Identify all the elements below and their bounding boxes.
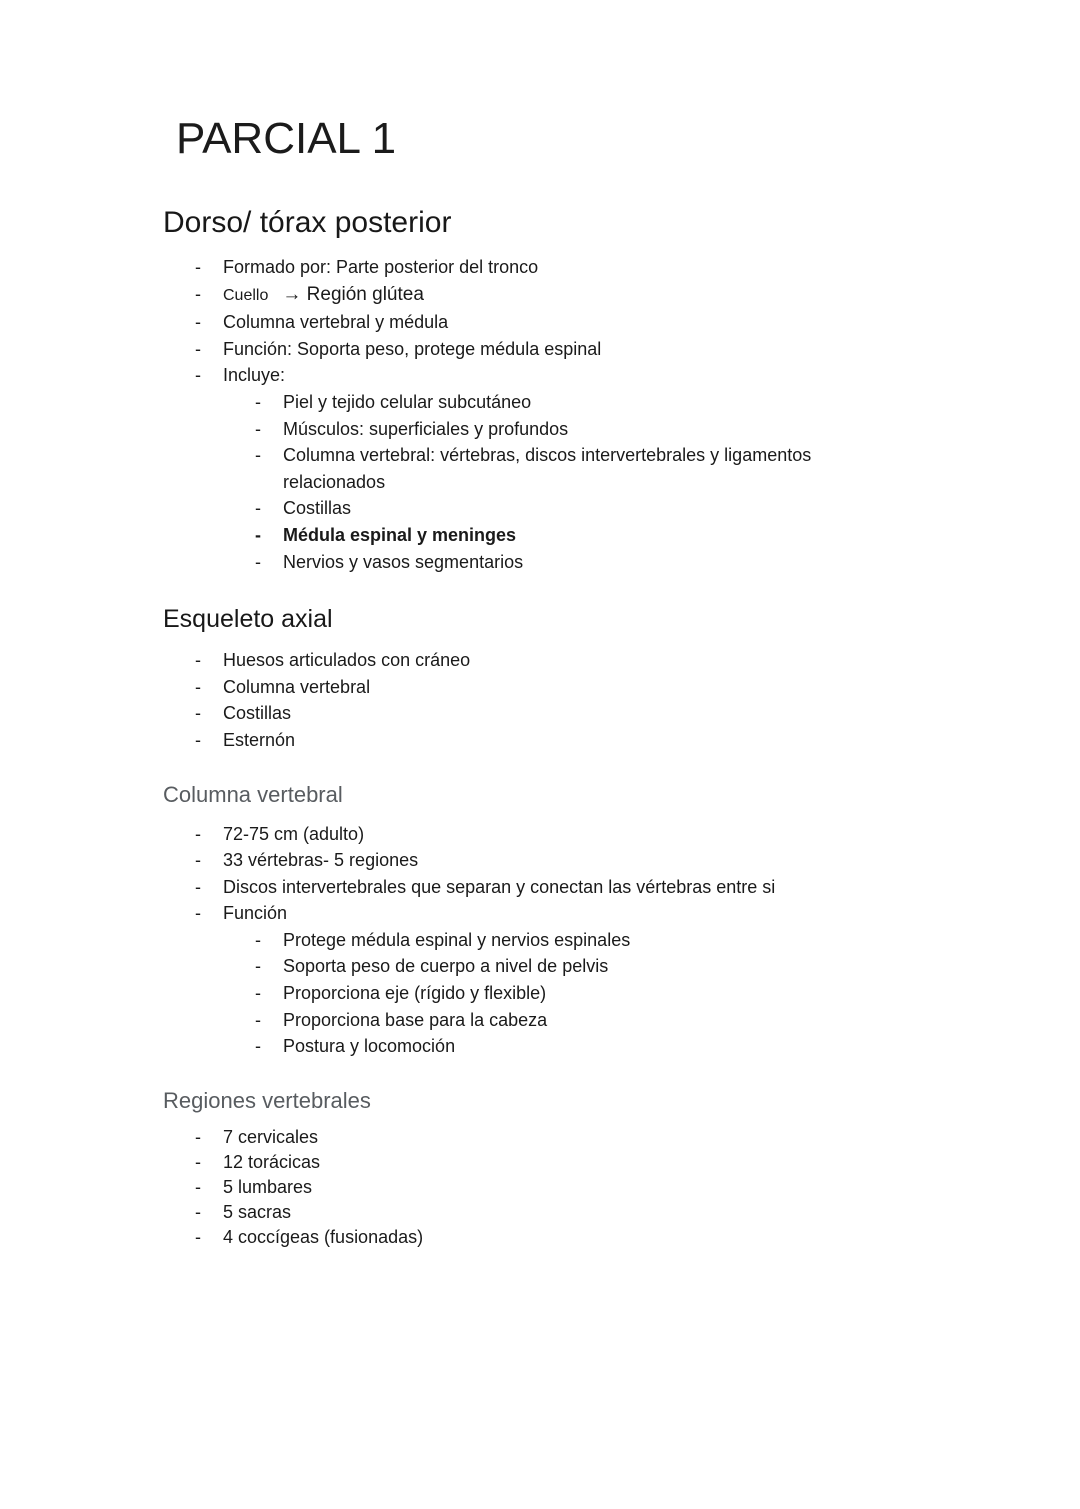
dash-bullet: - <box>195 903 201 924</box>
list-item <box>163 674 895 701</box>
list-item-text: Huesos articulados con cráneo <box>223 650 471 671</box>
list-item-text: Médula espinal y meninges <box>283 524 517 545</box>
dash-bullet: - <box>255 551 261 572</box>
dash-bullet: - <box>195 876 201 897</box>
dash-bullet: - <box>255 391 261 412</box>
list-item <box>163 980 895 1007</box>
dash-bullet: - <box>195 312 201 333</box>
list-item-text: Protege médula espinal y nervios espinales <box>283 929 631 950</box>
dash-bullet: - <box>255 1009 261 1030</box>
list-item <box>163 847 895 874</box>
list-item <box>163 281 895 310</box>
dash-bullet: - <box>195 365 201 386</box>
list-item-text: 4 coccígeas (fusionadas) <box>223 1226 424 1247</box>
list-item <box>163 1125 895 1150</box>
bullet-list <box>163 647 895 753</box>
list-item-text: Formado por: Parte posterior del tronco <box>223 257 539 277</box>
dash-bullet: - <box>255 956 261 977</box>
dash-bullet: - <box>195 1201 201 1222</box>
list-item-text: 5 lumbares <box>223 1176 313 1197</box>
list-item-text: Músculos: superficiales y profundos <box>283 418 569 439</box>
dash-bullet: - <box>195 1126 201 1147</box>
dash-bullet: - <box>195 338 201 359</box>
list-item <box>163 1225 895 1250</box>
list-item <box>163 549 895 576</box>
list-item-text: 5 sacras <box>223 1201 292 1222</box>
dash-bullet: - <box>255 445 261 466</box>
list-item <box>163 1150 895 1175</box>
document-title: PARCIAL 1 <box>176 114 397 163</box>
list-item <box>163 495 895 522</box>
list-item <box>163 927 895 954</box>
dash-bullet: - <box>195 1226 201 1247</box>
list-item-text: Costillas <box>283 498 352 519</box>
list-item-text: Función: Soporta peso, protege médula espinal <box>223 338 602 359</box>
bullet-list <box>163 1125 895 1250</box>
list-item <box>163 362 895 389</box>
list-item-text: Discos intervertebrales que separan y conectan las vértebras entre si <box>223 876 776 897</box>
dash-bullet: - <box>195 283 201 304</box>
list-item <box>163 416 895 443</box>
list-item <box>163 254 895 281</box>
document-page <box>0 112 1080 1509</box>
list-item <box>163 442 895 495</box>
list-item <box>163 874 895 901</box>
list-item-text: 33 vértebras- 5 regiones <box>223 850 419 871</box>
list-item-text: Columna vertebral y médula <box>223 312 449 333</box>
section-columna-vertebral <box>163 780 895 1060</box>
dash-bullet: - <box>255 929 261 950</box>
list-item-text: Nervios y vasos segmentarios <box>283 551 524 572</box>
bullet-list <box>163 821 895 1060</box>
list-item-text: 72-75 cm (adulto) <box>223 823 365 844</box>
heading-esqueleto-axial: Esqueleto axial <box>163 605 333 634</box>
list-item <box>163 309 895 336</box>
list-item-text: Postura y locomoción <box>283 1036 456 1057</box>
dash-bullet: - <box>195 1151 201 1172</box>
list-item-text: Soporta peso de cuerpo a nivel de pelvis <box>283 956 609 977</box>
list-item-text: Proporciona base para la cabeza <box>283 1009 548 1030</box>
dash-bullet: - <box>195 650 201 671</box>
list-item <box>163 647 895 674</box>
list-item <box>163 522 895 549</box>
dash-bullet: - <box>255 524 261 545</box>
dash-bullet: - <box>255 1036 261 1057</box>
list-item-text-arrow: → Región glútea <box>282 283 424 305</box>
list-item <box>163 700 895 727</box>
list-item <box>163 727 895 754</box>
dash-bullet: - <box>195 729 201 750</box>
section-esqueleto-axial <box>163 603 895 753</box>
heading-dorso-torax-posterior: Dorso/ tórax posterior <box>163 206 452 239</box>
heading-columna-vertebral: Columna vertebral <box>163 781 343 807</box>
list-item <box>163 953 895 980</box>
list-item <box>163 900 895 927</box>
bullet-list <box>163 254 895 575</box>
dash-bullet: - <box>255 418 261 439</box>
list-item-text: Costillas <box>223 703 292 724</box>
dash-bullet: - <box>195 850 201 871</box>
list-item-text: Piel y tejido celular subcutáneo <box>283 391 532 412</box>
list-item-text: Función <box>223 903 288 924</box>
list-item-text: Columna vertebral <box>223 676 371 697</box>
list-item <box>163 389 895 416</box>
list-item-text: Esternón <box>223 729 296 750</box>
section-regiones-vertebrales <box>163 1086 895 1250</box>
dash-bullet: - <box>195 823 201 844</box>
dash-bullet: - <box>255 983 261 1004</box>
list-item <box>163 821 895 848</box>
dash-bullet: - <box>195 1176 201 1197</box>
list-item <box>163 1200 895 1225</box>
list-item-text: Incluye: <box>223 365 286 386</box>
list-item <box>163 1175 895 1200</box>
heading-regiones-vertebrales: Regiones vertebrales <box>163 1087 371 1113</box>
dash-bullet: - <box>195 257 201 277</box>
list-item-text: Columna vertebral: vértebras, discos intervertebrales y ligamentos relacionados <box>283 445 812 492</box>
list-item <box>163 1033 895 1060</box>
dash-bullet: - <box>195 703 201 724</box>
list-item <box>163 336 895 363</box>
list-item-text: 12 torácicas <box>223 1151 321 1172</box>
list-item-text: Proporciona eje (rígido y flexible) <box>283 983 547 1004</box>
list-item-text-small: Cuello <box>223 286 269 304</box>
dash-bullet: - <box>255 498 261 519</box>
list-item <box>163 1007 895 1034</box>
list-item-text: 7 cervicales <box>223 1126 319 1147</box>
section-dorso-torax-posterior <box>163 204 895 575</box>
dash-bullet: - <box>195 676 201 697</box>
